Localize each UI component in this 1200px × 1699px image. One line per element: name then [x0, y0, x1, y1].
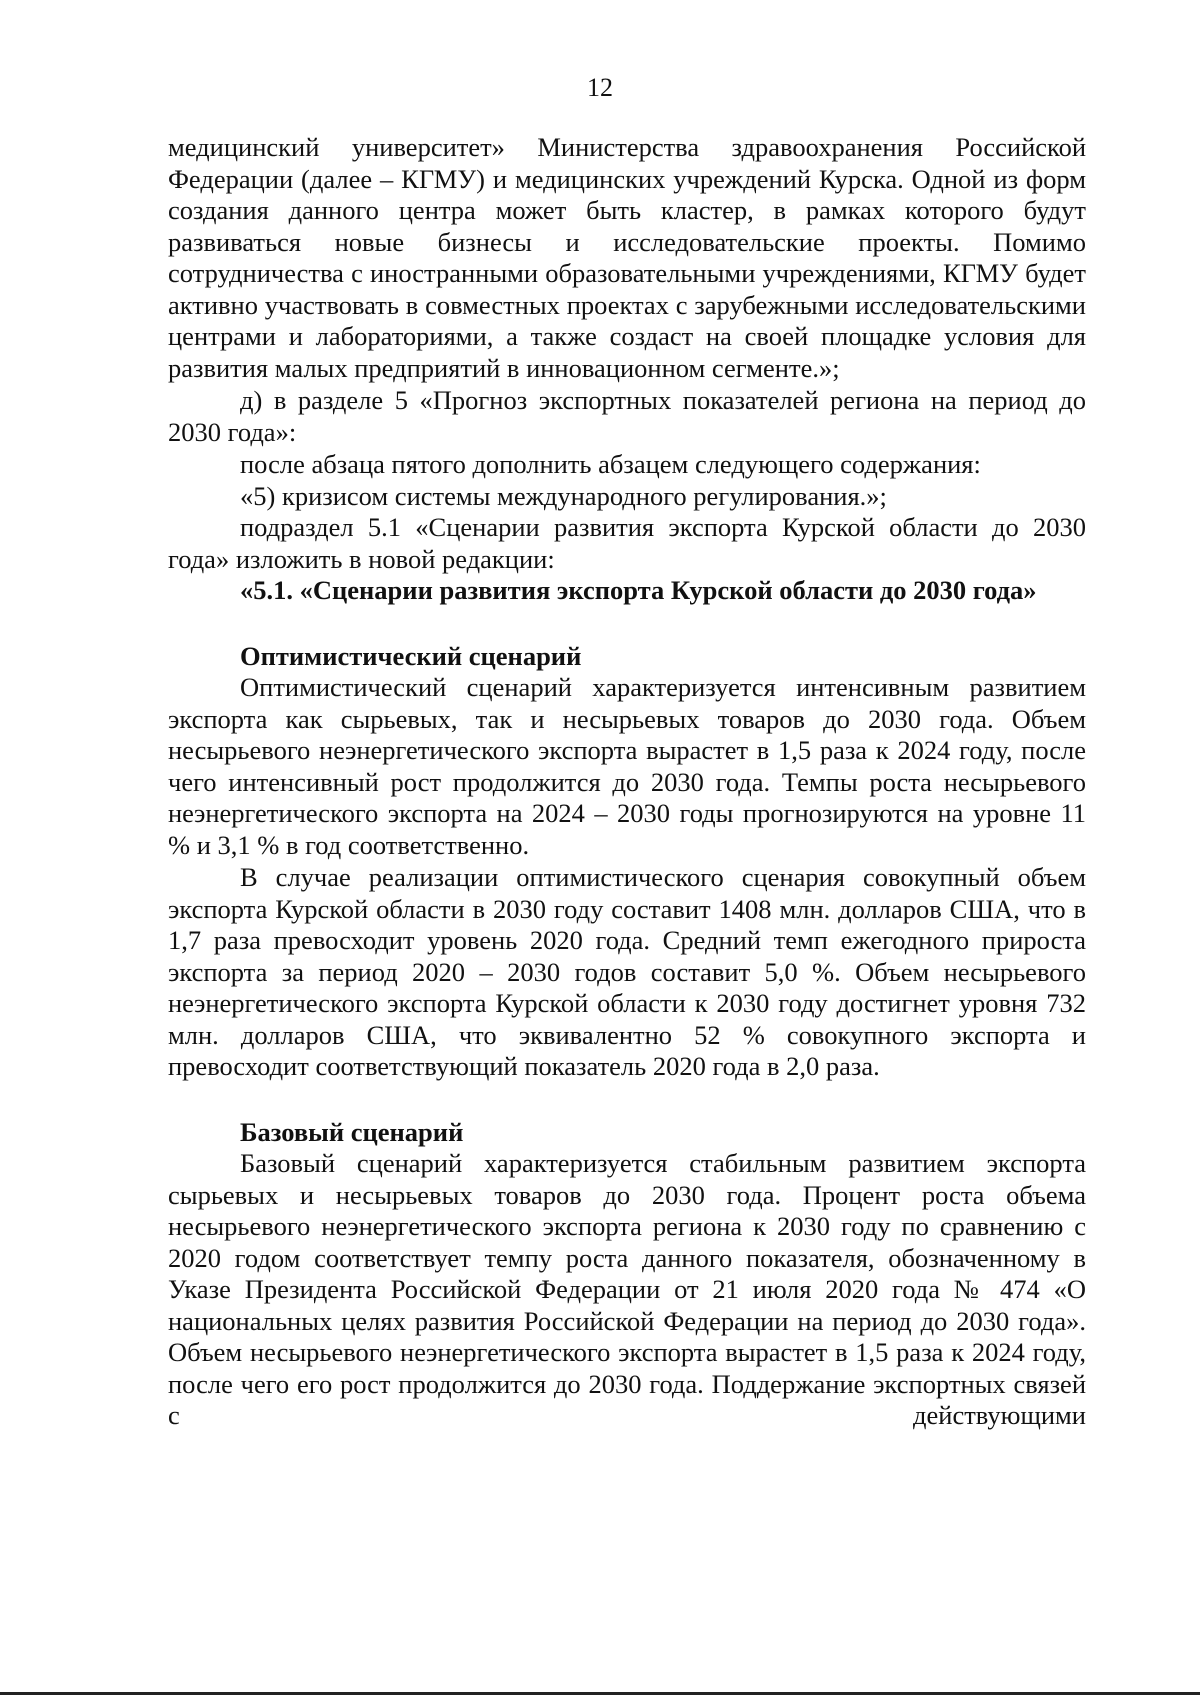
page-bottom-edge: [0, 1692, 1200, 1695]
page-number: 12: [587, 73, 613, 102]
optimistic-paragraph-2: В случае реализации оптимистического сценария совокупный объем экспорта Курской области в 2030 году составит 1408 млн. долларов США, что в 1,7 раза превосходит уровень 2020 года. Средний темп ежегодного прироста экспорта за период 2020 – 2030 годов составит 5,0 %. Объем несырьевого неэнергетического экспорта Курской области к 2030 году достигнет уровня 732 млн. долларов США, что эквивалентно 52 % совокупного экспорта и превосходит соответствующий показатель 2020 года в 2,0 раза.: [168, 862, 1086, 1081]
intro-paragraph: медицинский университет» Министерства здравоохранения Российской Федерации (далее – КГМУ) и медицинских учреждений Курска. Одной из форм создания данного центра может быть кластер, в рамках которого будут развиваться новые бизнесы и исследовательские проекты. Помимо сотрудничества с иностранными образовательными учреждениями, КГМУ будет активно участвовать в совместных проектах с зарубежными исследовательскими центрами и лабораториями, а также создаст на своей площадке условия для развития малых предприятий в инновационном сегменте.»;: [168, 132, 1086, 383]
quoted-item-5: «5) кризисом системы международного регулирования.»;: [240, 480, 887, 511]
document-body: [168, 132, 1086, 1432]
optimistic-scenario-heading: Оптимистический сценарий: [240, 640, 582, 671]
base-paragraph-1: Базовый сценарий характеризуется стабильным развитием экспорта сырьевых и несырьевых товаров до 2030 года. Процент роста объема несырьевого неэнергетического экспорта региона к 2030 году по сравнению с 2020 годом соответствует темпу роста данного показателя, обозначенному в Указе Президента Российской Федерации от 21 июля 2020 года № 474 «О национальных целях развития Российской Федерации на период до 2030 года». Объем несырьевого неэнергетического экспорта вырастет в 1,5 раза к 2024 году, после чего его рост продолжится до 2030 года. Поддержание экспортных связей с действующими: [168, 1148, 1086, 1430]
subsection-title: «5.1. «Сценарии развития экспорта Курской области до 2030 года»: [240, 575, 1037, 605]
optimistic-paragraph-1: Оптимистический сценарий характеризуется интенсивным развитием экспорта как сырьевых, так и несырьевых товаров до 2030 года. Объем несырьевого неэнергетического экспорта вырастет в 1,5 раза к 2024 году, после чего интенсивный рост продолжится до 2030 года. Темпы роста несырьевого неэнергетического экспорта на 2024 – 2030 годы прогнозируются на уровне 11 % и 3,1 % в год соответственно.: [168, 672, 1086, 860]
item-d-paragraph: д) в разделе 5 «Прогноз экспортных показателей региона на период до 2030 года»:: [168, 385, 1086, 447]
after-paragraph-instruction: после абзаца пятого дополнить абзацем следующего содержания:: [240, 449, 981, 479]
base-scenario-heading: Базовый сценарий: [240, 1116, 464, 1147]
subsection-intro: подраздел 5.1 «Сценарии развития экспорта Курской области до 2030 года» изложить в новой редакции:: [168, 512, 1086, 574]
